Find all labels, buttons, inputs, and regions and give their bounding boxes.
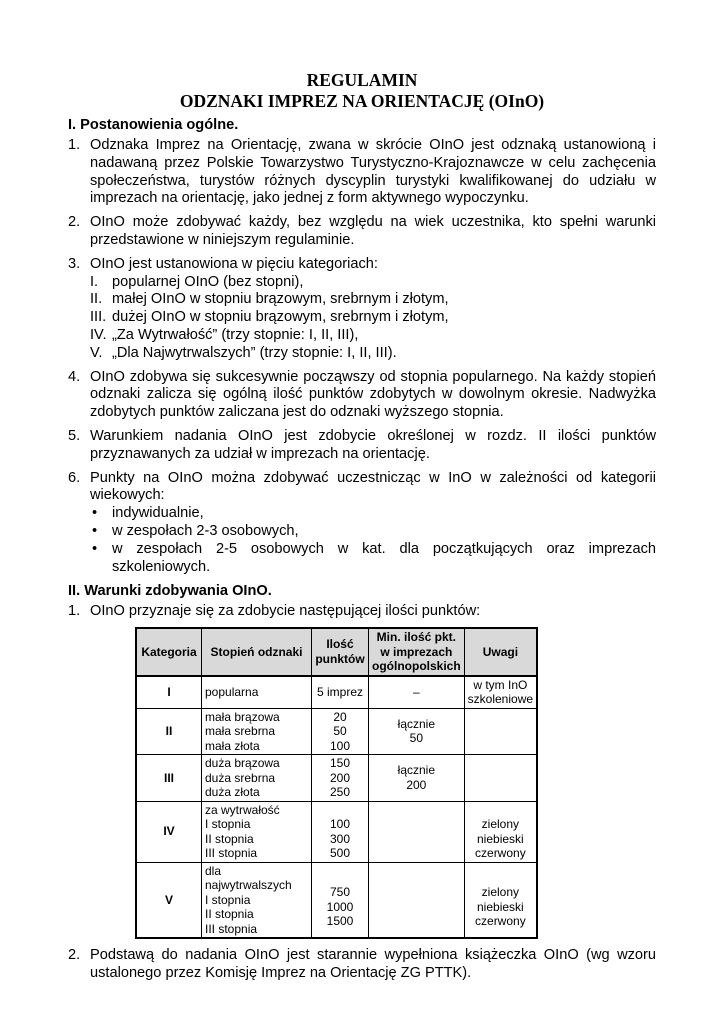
- paragraph-text: Punkty na OInO można zdobywać uczestnicząc w InO w zależności od kategorii wiekowych:: [90, 469, 656, 504]
- cell-stopien-line: III stopnia: [205, 921, 258, 936]
- cell-kategoria: III: [136, 755, 202, 802]
- paragraph-text: OInO może zdobywać każdy, bez względu na wiek uczestnika, kto spełni warunki przedstawione w niniejszym regulaminie.: [90, 214, 656, 248]
- cell-min: [369, 801, 465, 862]
- section-2-list-cont: [68, 947, 656, 983]
- paragraph-6: [68, 470, 656, 577]
- bullet-item: [90, 505, 656, 523]
- table-row: [136, 862, 537, 938]
- paragraph-2-1: [68, 603, 656, 621]
- cell-punkty-line: [315, 871, 365, 886]
- cell-uwagi-line: czerwony: [475, 914, 526, 929]
- cell-punkty-line: 100: [329, 738, 351, 753]
- category-text: popularnej OInO (bez stopni),: [112, 273, 304, 290]
- paragraph-text: OInO zdobywa się sukcesywnie począwszy od stopnia popularnego. Na każdy stopień odznaki zalicza się ogólną ilość punktów zdobytych w dowolnym okresie. Nadwyżka zdobytych punktów zaliczana jest do odznaki wyższego stopnia.: [90, 368, 656, 421]
- table-body: [136, 676, 537, 939]
- cell-stopien: [202, 676, 312, 709]
- cell-uwagi: [464, 862, 537, 938]
- cell-punkty-line: 5 imprez: [316, 684, 363, 699]
- section-2-list: [68, 603, 656, 621]
- cell-stopien-line: duża brązowa: [205, 756, 280, 771]
- cell-punkty-line: 50: [333, 724, 347, 739]
- cell-min-line: 50: [409, 731, 424, 746]
- cell-min-line: 200: [406, 777, 427, 792]
- category-text: „Dla Najwytrwalszych” (trzy stopnie: I, II, III).: [112, 344, 397, 361]
- cell-punkty-line: 200: [329, 770, 351, 785]
- bullet-text: indywidualnie,: [112, 505, 204, 522]
- category-item: [90, 309, 656, 327]
- cell-uwagi-line: niebieski: [477, 831, 524, 846]
- bullet-item: [90, 523, 656, 541]
- category-item: [90, 274, 656, 292]
- header-min-line: Min. ilość pkt.: [376, 630, 456, 645]
- header-min-line: ogólnopolskich: [372, 659, 461, 674]
- header-min-line: w imprezach: [380, 644, 453, 659]
- paragraph-5: [68, 428, 656, 464]
- cell-min: [369, 755, 465, 802]
- paragraph-2-2: [68, 947, 656, 983]
- team-format-list: [90, 505, 656, 576]
- cell-uwagi-line: [468, 803, 533, 818]
- cell-punkty-line: 250: [329, 785, 351, 800]
- bullet-text: w zespołach 2-3 osobowych,: [112, 522, 299, 539]
- cell-punkty-line: 100: [329, 817, 351, 832]
- paragraph-number: 1.: [68, 603, 81, 620]
- cell-punkty-line: 750: [329, 885, 351, 900]
- cell-stopien: [202, 862, 312, 938]
- bullet-icon: •: [92, 522, 98, 539]
- paragraph-number: 4.: [68, 368, 81, 385]
- cell-stopien: [202, 708, 312, 755]
- cell-kategoria: II: [136, 708, 202, 755]
- cell-punkty-line: 20: [333, 709, 347, 724]
- header-ilosc-line: Ilość: [326, 637, 354, 652]
- header-stopien: Stopień odznaki: [202, 628, 312, 676]
- category-item: [90, 345, 656, 363]
- paragraph-number: 6.: [68, 469, 81, 486]
- bullet-text: w zespołach 2-5 osobowych w kat. dla początkujących oraz imprezach szkoleniowych.: [112, 540, 656, 575]
- cell-stopien-line: dla najwytrwalszych: [205, 863, 292, 893]
- category-item: [90, 327, 656, 345]
- cell-min-line: łącznie: [397, 716, 436, 731]
- cell-kategoria: V: [136, 862, 202, 938]
- cell-min: [369, 676, 465, 709]
- bullet-icon: •: [92, 540, 98, 557]
- paragraph-number: 3.: [68, 255, 81, 272]
- table-row: [136, 801, 537, 862]
- category-numeral: II.: [90, 291, 103, 308]
- cell-min-line: –: [412, 684, 420, 699]
- header-kategoria: Kategoria: [136, 628, 202, 676]
- cell-punkty: [312, 676, 369, 709]
- section-1-list: [68, 137, 656, 576]
- cell-uwagi-line: niebieski: [477, 899, 524, 914]
- category-numeral: IV.: [90, 326, 107, 343]
- cell-punkty: [312, 755, 369, 802]
- table-header-row: [136, 628, 537, 676]
- category-list: [90, 274, 656, 363]
- cell-uwagi-line: zielony: [481, 885, 520, 900]
- cell-kategoria: IV: [136, 801, 202, 862]
- cell-uwagi-line: szkoleniowe: [467, 692, 534, 707]
- cell-uwagi-line: w tym InO: [473, 677, 528, 692]
- title-line-1: REGULAMIN: [306, 70, 418, 90]
- paragraph-3: [68, 256, 656, 363]
- cell-punkty-line: 1000: [326, 899, 354, 914]
- cell-stopien-line: II stopnia: [205, 831, 254, 846]
- paragraph-number: 5.: [68, 427, 81, 444]
- table-row: [136, 676, 537, 709]
- cell-min: [369, 708, 465, 755]
- cell-uwagi: [464, 801, 537, 862]
- table-row: [136, 755, 537, 802]
- cell-uwagi: [464, 708, 537, 755]
- cell-stopien-line: mała złota: [205, 738, 260, 753]
- paragraph-number: 1.: [68, 137, 81, 153]
- cell-stopien-line: I stopnia: [205, 892, 251, 907]
- cell-stopien-line: popularna: [205, 684, 259, 699]
- cell-punkty: [312, 801, 369, 862]
- table-row: [136, 708, 537, 755]
- cell-punkty-line: 150: [329, 756, 351, 771]
- cell-uwagi-line: zielony: [481, 817, 520, 832]
- paragraph-text: Odznaka Imprez na Orientację, zwana w skrócie OInO jest odznaką ustanowioną i nadawaną przez Polskie Towarzystwo Turystyczno-Krajoznawcze w celu zachęcenia społeczeństwa, turystów różnych dyscyplin turystyki kwalifikowanej do udziału w imprezach na orientację, jako jednej z form aktywnego wypoczynku.: [90, 137, 656, 207]
- bullet-icon: •: [92, 505, 98, 522]
- paragraph-text: Podstawą do nadania OInO jest starannie wypełniona książeczka OInO (wg wzoru ustalonego przez Komisję Imprez na Orientację ZG PTTK).: [90, 947, 656, 981]
- cell-punkty: [312, 708, 369, 755]
- paragraph-number: 2.: [68, 947, 81, 964]
- paragraph-1: [68, 137, 656, 208]
- cell-stopien-line: duża srebrna: [205, 770, 276, 785]
- paragraph-text: Warunkiem nadania OInO jest zdobycie określonej w rozdz. II ilości punktów przyznawanych za udział w imprezach na orientację.: [90, 427, 656, 462]
- cell-punkty-line: 500: [329, 846, 351, 861]
- cell-stopien-line: III stopnia: [205, 846, 258, 861]
- cell-stopien-line: II stopnia: [205, 907, 254, 922]
- cell-punkty-line: 1500: [326, 914, 354, 929]
- cell-uwagi-line: [468, 871, 533, 886]
- paragraph-4: [68, 369, 656, 422]
- cell-stopien-line: mała srebrna: [205, 724, 276, 739]
- cell-stopien-line: za wytrwałość: [205, 802, 280, 817]
- header-ilosc-line: punktów: [315, 651, 365, 666]
- paragraph-2: [68, 214, 656, 250]
- category-text: dużej OInO w stopniu brązowym, srebrnym i złotym,: [112, 309, 449, 326]
- paragraph-text: OInO przyznaje się za zdobycie następującej ilości punktów:: [90, 603, 481, 620]
- category-numeral: I.: [90, 273, 99, 290]
- points-table: [135, 627, 538, 939]
- document-title: [68, 70, 656, 112]
- category-text: małej OInO w stopniu brązowym, srebrnym i złotym,: [112, 291, 449, 308]
- cell-stopien-line: duża złota: [205, 785, 260, 800]
- cell-punkty-line: 300: [329, 831, 351, 846]
- header-uwagi: Uwagi: [464, 628, 537, 676]
- section-1-heading: I. Postanowienia ogólne.: [68, 117, 239, 133]
- bullet-item: [90, 541, 656, 577]
- cell-punkty-line: [315, 803, 365, 818]
- category-numeral: V.: [90, 344, 103, 361]
- header-ilosc: [312, 628, 369, 676]
- cell-stopien: [202, 801, 312, 862]
- cell-min-line: łącznie: [397, 763, 436, 778]
- cell-stopien-line: I stopnia: [205, 817, 251, 832]
- cell-uwagi-line: czerwony: [475, 846, 526, 861]
- title-line-2: ODZNAKI IMPREZ NA ORIENTACJĘ (OInO): [179, 91, 545, 111]
- cell-stopien: [202, 755, 312, 802]
- paragraph-number: 2.: [68, 214, 81, 231]
- cell-uwagi: [464, 755, 537, 802]
- category-numeral: III.: [90, 309, 107, 326]
- category-item: [90, 291, 656, 309]
- header-min: [369, 628, 465, 676]
- cell-kategoria: I: [136, 676, 202, 709]
- category-text: „Za Wytrwałość” (trzy stopnie: I, II, III),: [112, 326, 359, 343]
- paragraph-text: OInO jest ustanowiona w pięciu kategoriach:: [90, 255, 378, 272]
- section-2-heading: II. Warunki zdobywania OInO.: [68, 583, 272, 600]
- cell-stopien-line: mała brązowa: [205, 709, 280, 724]
- cell-uwagi: [464, 676, 537, 709]
- cell-min: [369, 862, 465, 938]
- cell-punkty: [312, 862, 369, 938]
